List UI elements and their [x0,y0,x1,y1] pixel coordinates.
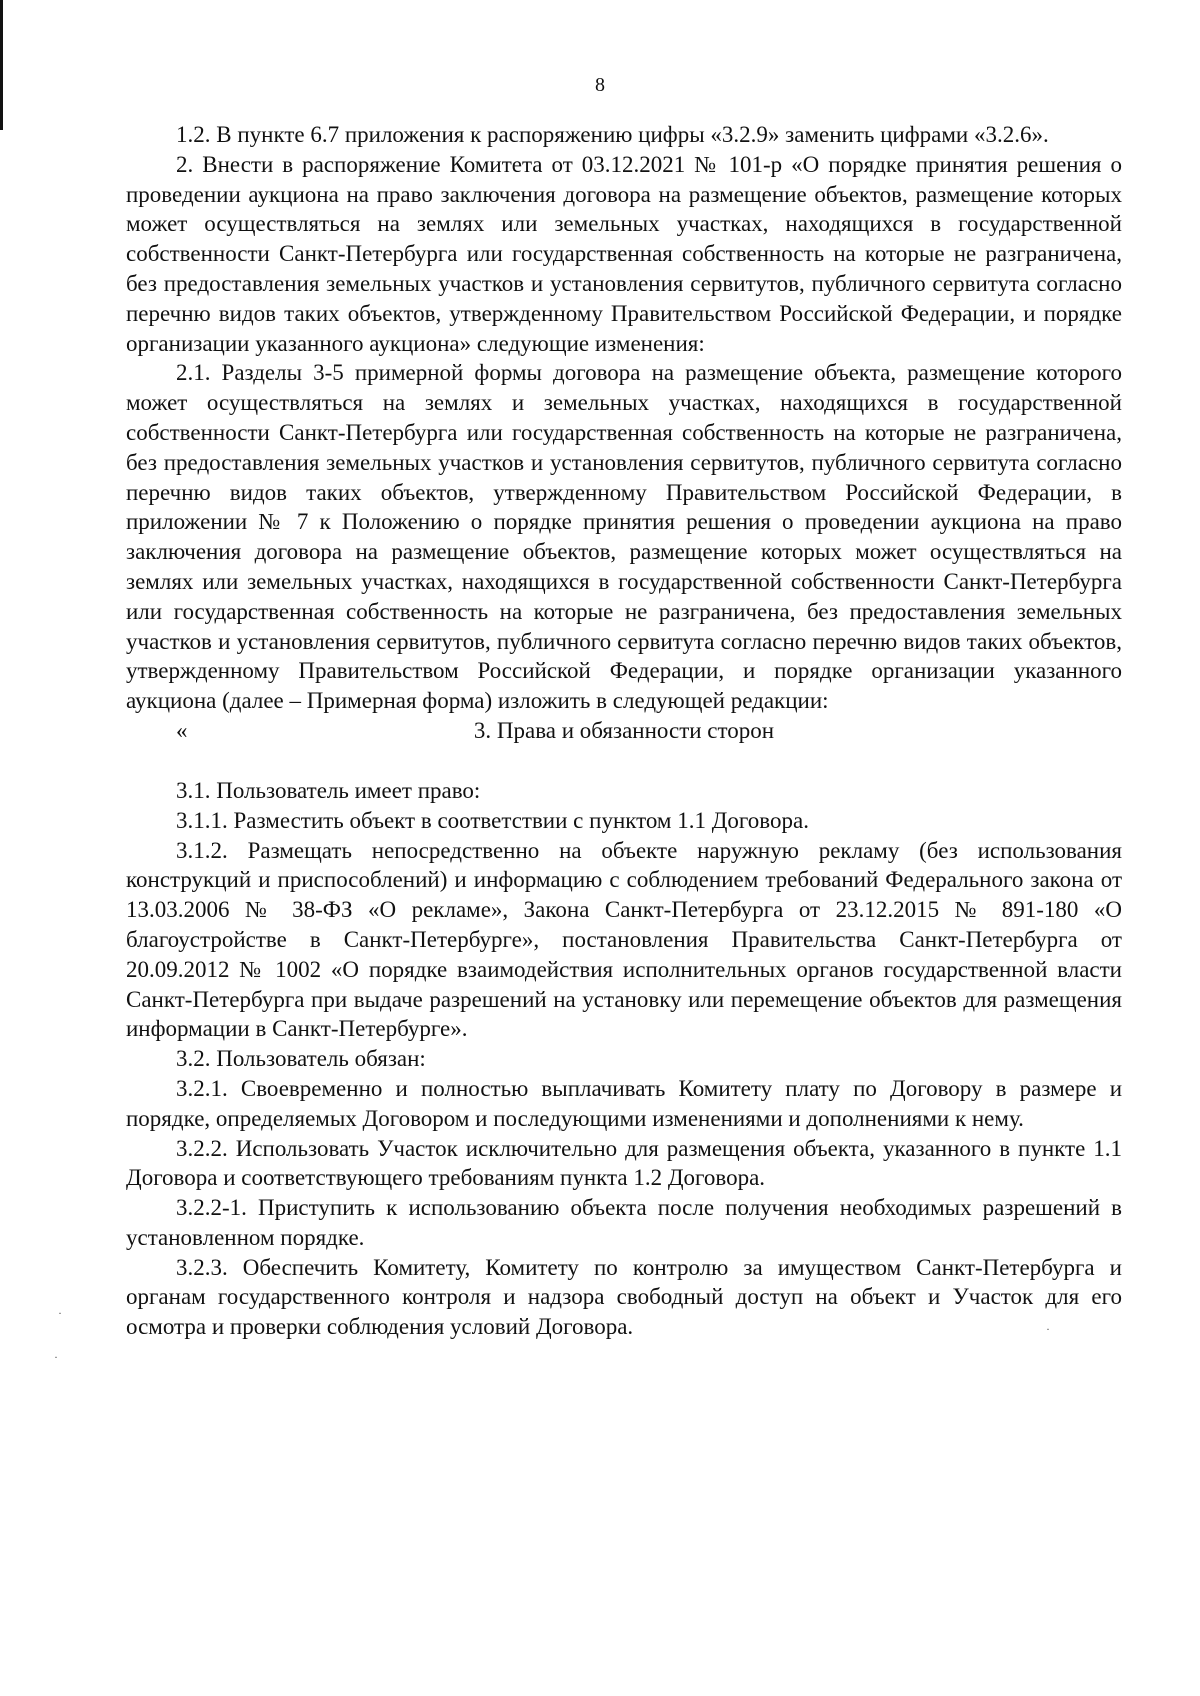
document-body [126,120,1122,1342]
paragraph-3-1: 3.1. Пользователь имеет право: [176,777,481,803]
paragraph-3-2-1: 3.2.1. Своевременно и полностью выплачивать Комитету плату по Договору в размере и порядке, определяемых Договором и последующими изменениями и дополнениями к нему. [126,1075,1122,1131]
scan-speck: · [58,1306,62,1320]
paragraph-3-2-3: 3.2.3. Обеспечить Комитету, Комитету по контролю за имуществом Санкт-Петербурга и органам государственного контроля и надзора свободный доступ на объект и Участок для его осмотра и проверки соблюдения условий Договора. [126,1254,1122,1340]
section-heading [126,716,1122,746]
scan-speck: · [54,1350,58,1364]
opening-quote: « [176,717,188,743]
paragraph-2-1: 2.1. Разделы 3-5 примерной формы договора на размещение объекта, размещение которого может осуществляться на землях и земельных участках, находящихся в государственной собственности Санкт-Петербурга или государственная собственность на которые не разграничена, без предоставления земельных участков и установления сервитутов, публичного сервитута согласно перечню видов таких объектов, утвержденному Правительством Российской Федерации, в приложении № 7 к Положению о порядке принятия решения о проведении аукциона на право заключения договора на размещение объектов, размещение которых может осуществляться на землях или земельных участках, находящихся в государственной собственности Санкт-Петербурга или государственная собственность на которые не разграничена, без предоставления земельных участков и установления сервитутов, публичного сервитута согласно перечню видов таких объектов, утвержденному Правительством Российской Федерации, и порядке организации указанного аукциона (далее – Примерная форма) изложить в следующей редакции: [126,360,1122,714]
paragraph-3-2: 3.2. Пользователь обязан: [176,1046,426,1072]
section-title: 3. Права и обязанности сторон [473,717,775,743]
paragraph-3-2-2-1: 3.2.2-1. Приступить к использованию объекта после получения необходимых разрешений в установленном порядке. [126,1195,1122,1250]
paragraph-3-1-1: 3.1.1. Разместить объект в соответствии с пунктом 1.1 Договора. [176,807,809,833]
scan-edge-mark [0,0,3,130]
scan-speck: · [1046,1322,1050,1336]
paragraph-2: 2. Внести в распоряжение Комитета от 03.12.2021 № 101-р «О порядке принятия решения о проведении аукциона на право заключения договора на размещение объектов, размещение которых может осуществляться на землях или земельных участках, находящихся в государственной собственности Санкт-Петербурга или государственная собственность на которые не разграничена, без предоставления земельных участков и установления сервитутов, публичного сервитута согласно перечню видов таких объектов, утвержденному Правительством Российской Федерации, и порядке организации указанного аукциона» следующие изменения: [126,151,1122,356]
paragraph-3-2-2: 3.2.2. Использовать Участок исключительно для размещения объекта, указанного в пункте 1.1 Договора и соответствующего требованиям пункта 1.2 Договора. [126,1135,1122,1191]
paragraph-3-1-2: 3.1.2. Размещать непосредственно на объекте наружную рекламу (без использования конструкций и приспособлений) и информацию с соблюдением требований Федерального закона от 13.03.2006 № 38-ФЗ «О рекламе», Закона Санкт-Петербурга от 23.12.2015 № 891-180 «О благоустройстве в Санкт-Петербурге», постановления Правительства Санкт-Петербурга от 20.09.2012 № 1002 «О порядке взаимодействия исполнительных органов государственной власти Санкт-Петербурга при выдаче разрешений на установку или перемещение объектов для размещения информации в Санкт-Петербурге». [126,837,1122,1042]
paragraph-1-2: 1.2. В пункте 6.7 приложения к распоряжению цифры «3.2.9» заменить цифрами «3.2.6». [176,122,1049,147]
page-number: 8 [595,74,605,96]
